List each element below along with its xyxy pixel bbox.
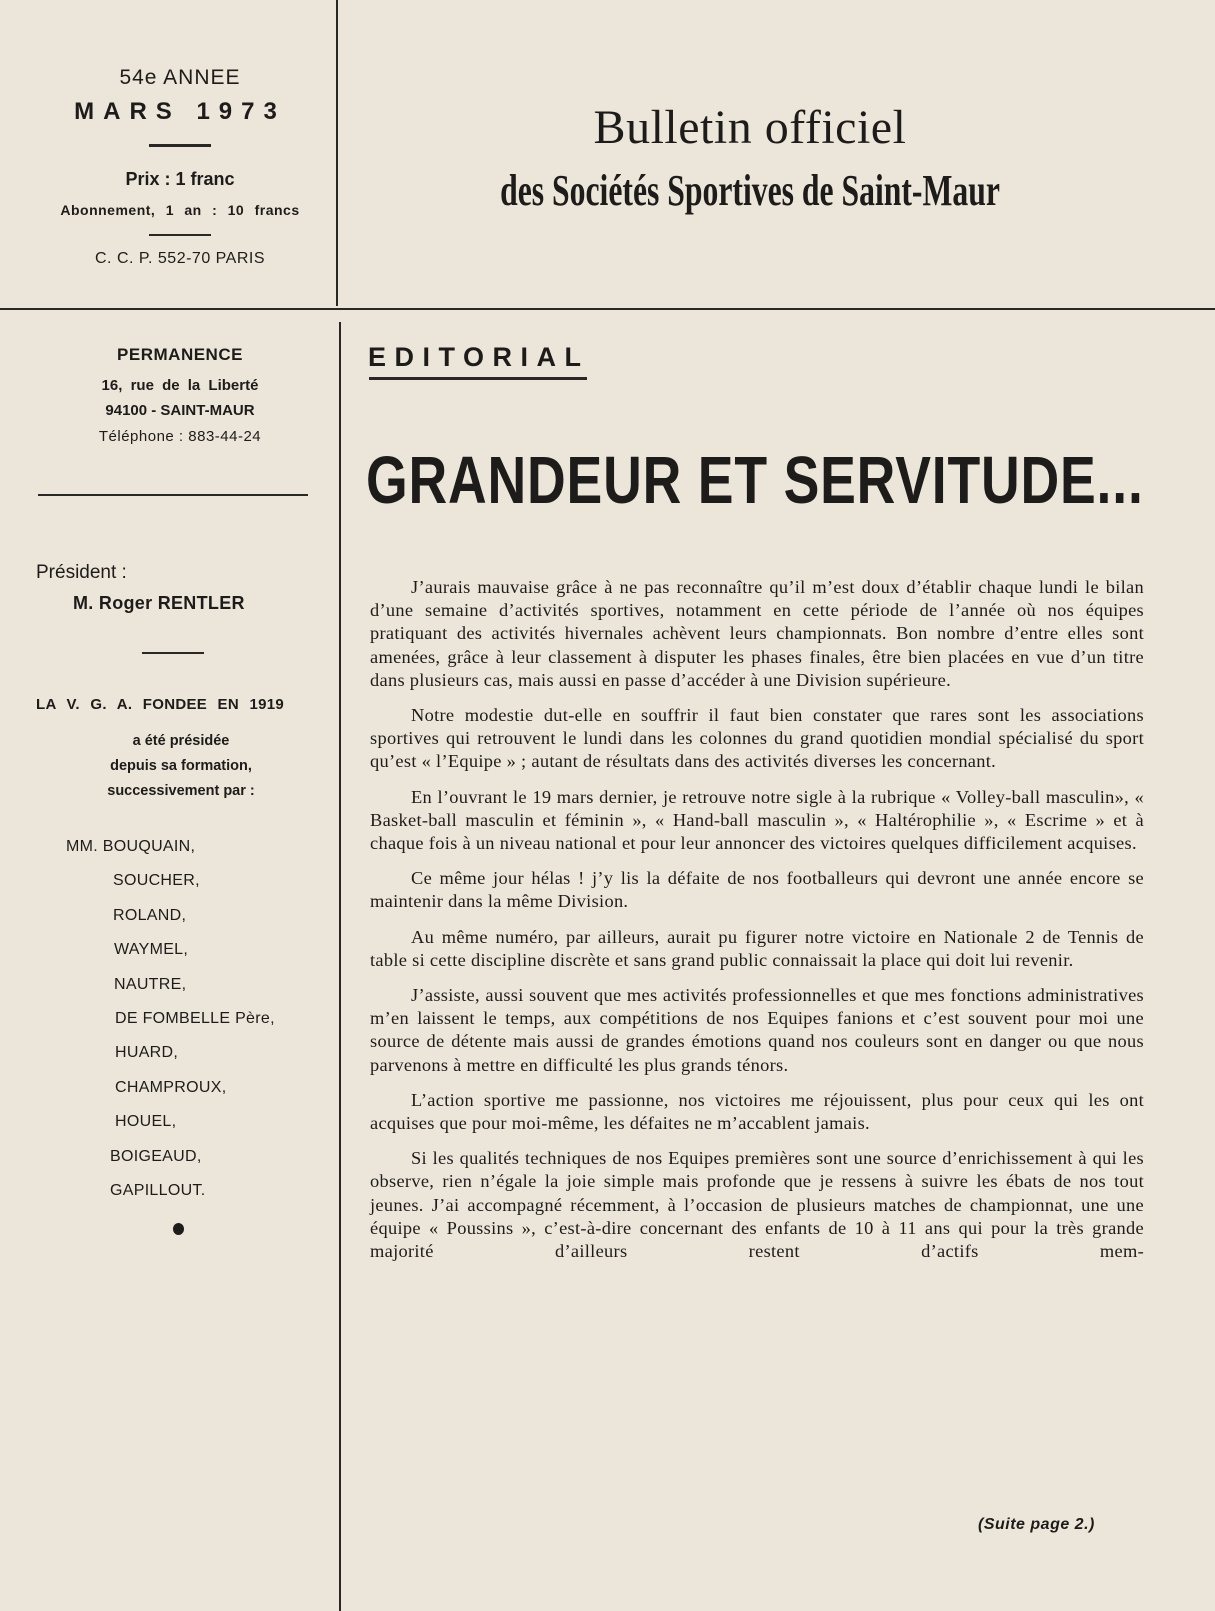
list-item: BOIGEAUD,: [110, 1147, 202, 1165]
title-line-1: Bulletin officiel: [593, 101, 907, 154]
article-paragraph: Si les qualités techniques de nos Equipes premières sont une source d’enrichissement à qui les observe, rien n’égale la joie simple mais profonde que je ressens à suivre les ébats de nos tout jeunes. J’ai accompagné récemment, à l’occasion de plusieurs matches de championnat, une une équipe « Poussins », c’est-à-dire concernant des enfants de 10 à 11 ans qui pour la très grande majorité d’ailleurs restent d’actifs mem-: [370, 1148, 1144, 1262]
price: Prix : 1 franc: [125, 169, 235, 189]
divider: [38, 494, 308, 496]
section-label: EDITORIAL: [368, 342, 590, 372]
masthead-title: [340, 100, 1160, 216]
title-line-2: des Sociétés Sportives de Saint-Maur: [500, 166, 1000, 215]
president-label: Président :: [36, 562, 127, 583]
issue-date: MARS 1973: [74, 98, 286, 125]
permanence-block: [30, 345, 330, 445]
permanence-phone: Téléphone : 883-44-24: [98, 428, 262, 445]
list-item: GAPILLOUT.: [110, 1181, 206, 1199]
list-item: CHAMPROUX,: [115, 1078, 227, 1096]
divider: [149, 144, 211, 147]
article-paragraph: J’assiste, aussi souvent que mes activités professionnelles et que mes fonctions administratives m’en laissent le temps, aux compétitions de nos Equipes fanions et c’est souvent pour moi une source de détente mais aussi de grandes émotions quand nos couleurs sont en danger ou que nous parvenons à mettre en difficulté les plus grands ténors.: [370, 985, 1144, 1075]
list-item: NAUTRE,: [114, 975, 187, 993]
list-item: HOUEL,: [115, 1113, 177, 1131]
list-item: WAYMEL,: [114, 941, 189, 959]
list-item: ROLAND,: [113, 906, 187, 924]
vga-history-block: [36, 696, 326, 804]
vga-intro-line: depuis sa formation,: [110, 758, 252, 774]
list-item: MM. BOUQUAIN,: [66, 838, 196, 855]
permanence-address-2: 94100 - SAINT-MAUR: [105, 402, 255, 419]
presidents-list: [66, 837, 336, 1215]
subscription: Abonnement, 1 an : 10 francs: [60, 202, 300, 218]
article-headline: GRANDEUR ET SERVITUDE...: [366, 443, 1144, 518]
article-paragraph: Au même numéro, par ailleurs, aurait pu figurer notre victoire en Nationale 2 de Tennis de table si cette discipline discrète et sans grand public connaissait la place qui doit lui revenir.: [370, 926, 1144, 970]
vga-intro-line: a été présidée: [132, 733, 230, 749]
vga-heading: LA V. G. A. FONDEE EN 1919: [36, 696, 285, 713]
article-paragraph: Ce même jour hélas ! j’y lis la défaite de nos footballeurs qui devront une année encore se maintenir dans la même Division.: [370, 868, 1144, 912]
section-underline: [369, 377, 587, 380]
vga-intro: [36, 729, 326, 804]
continued-note: (Suite page 2.): [978, 1516, 1095, 1533]
permanence-address-1: 16, rue de la Liberté: [101, 377, 259, 394]
masthead-bottom-rule: [0, 308, 1215, 310]
postal-account: C. C. P. 552-70 PARIS: [95, 250, 265, 267]
article-paragraph: En l’ouvrant le 19 mars dernier, je retrouve notre sigle à la rubrique « Volley-ball masculin», « Basket-ball masculin et féminin », « Hand-ball masculin », « Haltérophilie », « Escrime » et à chaque fois à un niveau national et pour leur annoncer des victoires quelques difficilement acquises.: [370, 786, 1144, 854]
list-item: HUARD,: [115, 1044, 179, 1062]
article-body: [370, 576, 1144, 1275]
edition-year: 54e ANNEE: [119, 66, 241, 89]
president-block: [36, 562, 326, 614]
article-paragraph: J’aurais mauvaise grâce à ne pas reconnaître qu’il m’est doux d’établir chaque lundi le bilan d’une semaine d’activités sportives, notamment en cette période de l’année où nos équipes pratiquant des activités hivernales achèvent leurs championnats. Bon nombre d’entre elles sont amenées, grâce à leur classement à disputer les phases finales, être bien placées en vue d’un titre dans plusieurs cas, mais aussi en passe d’accéder à une Division supérieure.: [370, 577, 1144, 690]
president-name: M. Roger RENTLER: [73, 593, 245, 613]
column-divider: [339, 322, 341, 1611]
list-item: SOUCHER,: [113, 872, 200, 890]
permanence-heading: PERMANENCE: [117, 345, 243, 364]
masthead-divider: [336, 0, 338, 306]
article-paragraph: L’action sportive me passionne, nos victoires me réjouissent, plus pour ceux qui les ont acquises que pour moi-même, les défaites ne m’accablent jamais.: [370, 1089, 1144, 1134]
divider: [142, 652, 204, 654]
bullet-ornament: [173, 1223, 184, 1235]
divider: [149, 234, 211, 236]
masthead-info: [30, 66, 330, 268]
vga-intro-line: successivement par :: [107, 783, 255, 799]
list-item: DE FOMBELLE Père,: [115, 1009, 275, 1027]
article-paragraph: Notre modestie dut-elle en souffrir il faut bien constater que rares sont les associations sportives qui retrouvent le lundi dans les colonnes du grand quotidien mondial spécialisé du sport qu’est « l’Equipe » ; autant de résultats dans des activités diverses les concernant.: [370, 705, 1144, 772]
